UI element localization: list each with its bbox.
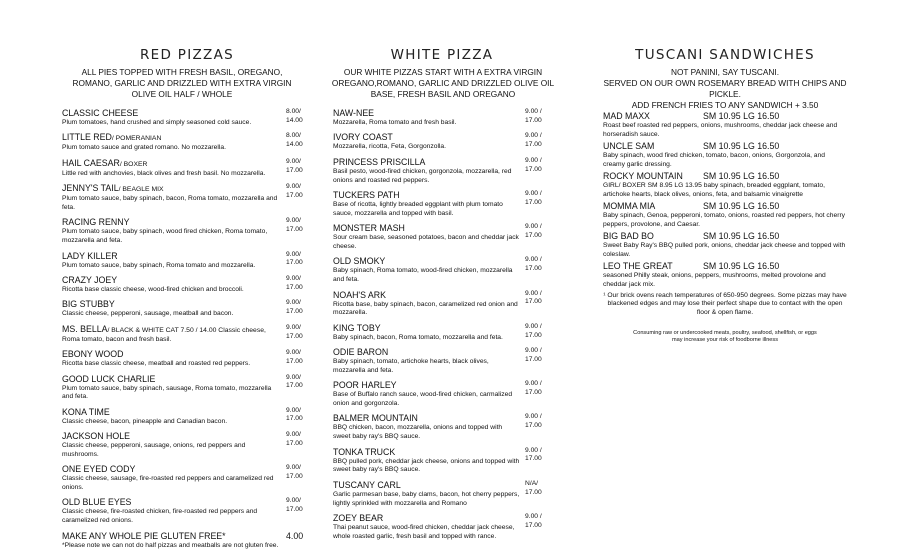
- item-description: BBQ pulled pork, cheddar jack cheese, onions and topped with sweet baby ray's BBQ sauce.: [333, 457, 520, 474]
- item-name: [62, 407, 312, 418]
- item-name-line: [603, 171, 847, 182]
- menu-item: [333, 223, 551, 252]
- item-name-line: [603, 141, 847, 152]
- item-name-line: [603, 261, 847, 272]
- item-price: 9.00 / 17.00: [525, 347, 542, 363]
- tuscani-list: [603, 111, 847, 290]
- item-subtitle: / POMERANIAN: [111, 135, 162, 143]
- item-price: 9.00 / 17.00: [525, 446, 542, 463]
- item-name: NAW-NEE: [333, 108, 375, 118]
- item-name-line: [603, 111, 847, 122]
- item-name: [62, 275, 312, 286]
- item-price: 9.00/ 17.00: [286, 217, 303, 234]
- item-name: OLD SMOKY: [333, 256, 386, 267]
- menu-item: [62, 374, 312, 403]
- menu-item: [603, 201, 847, 230]
- item-price: 9.00/ 17.00: [286, 431, 303, 447]
- item-title: LADY KILLER: [62, 250, 118, 261]
- item-description: Little red with anchovies, black olives and fresh basil. No mozzarella.: [62, 169, 266, 177]
- item-name: TONKA TRUCK: [333, 446, 396, 457]
- item-description: Ricotta base classic cheese, wood-fired chicken and broccoli.: [62, 285, 244, 293]
- item-name: ODIE BARON: [333, 347, 389, 358]
- menu-item: [333, 380, 551, 409]
- item-description: Mozzarella, ricotta, Feta, Gorgonzolla.: [333, 143, 446, 151]
- menu-item: [62, 407, 312, 427]
- item-price: SM 10.95 LG 16.50: [703, 201, 780, 212]
- item-price: 9.00/ 17.00: [286, 406, 303, 423]
- item-name: NOAH'S ARK: [333, 289, 387, 300]
- item-description: Sour cream base, seasoned potatoes, bacon and cheddar jack cheese.: [333, 234, 519, 250]
- item-description: Classic cheese, bacon, pineapple and Canadian bacon.: [62, 417, 228, 425]
- item-description: seasoned Philly steak, onions, peppers, mushrooms, melted provolone and cheddar jack mix.: [603, 272, 826, 289]
- item-price: SM 10.95 LG 16.50: [703, 141, 780, 152]
- tuscani-intro-line1: NOT PANINI, SAY TUSCANI.: [670, 67, 780, 77]
- item-price: SM 10.95 LG 16.50: [703, 111, 780, 121]
- red-pizzas-intro: ALL PIES TOPPED WITH FRESH BASIL, OREGANO, ROMANO, GARLIC AND DRIZZLED WITH EXTRA VIRGIN OLIVE OIL HALF / WHOLE: [72, 67, 292, 99]
- item-price: 9.00 / 17.00: [525, 189, 542, 206]
- item-title: CLASSIC CHEESE: [62, 108, 139, 118]
- item-price: 9.00/ 17.00: [286, 274, 303, 291]
- item-name: [62, 217, 312, 228]
- menu-item: [603, 111, 847, 140]
- item-description: Plum tomato sauce, baby spinach, bacon, Roma tomato, mozzarella and feta.: [62, 195, 278, 211]
- menu-item: [333, 132, 551, 152]
- item-price: 9.00/ 17.00: [286, 349, 303, 365]
- item-name: [62, 324, 312, 336]
- item-name: KING TOBY: [333, 322, 381, 333]
- item-title: HAIL CAESAR: [62, 157, 120, 168]
- item-price: 9.00/ 17.00: [286, 323, 303, 340]
- menu-item: [333, 513, 551, 542]
- item-name: [62, 299, 312, 310]
- item-description: Sweet Baby Ray's BBQ pulled pork, onions, cheddar jack cheese and topped with coleslaw.: [603, 242, 846, 259]
- item-title: MAD MAXX: [603, 111, 650, 121]
- gluten-note: *Please note we can not do half pizzas and meatballs are not gluten free.: [62, 541, 279, 549]
- item-description: Ricotta base classic cheese, meatball and roasted red peppers.: [62, 360, 251, 368]
- item-description: Plum tomato sauce, baby spinach, wood fired chicken, Roma tomato, mozzarella and feta.: [62, 228, 268, 245]
- item-description: Baby spinach, wood fired chicken, tomato, bacon, onions, Gorgonzola, and creamy garlic dressing.: [603, 152, 825, 168]
- item-title: GOOD LUCK CHARLIE: [62, 373, 156, 384]
- item-description: GIRL/ BOXER SM 8.95 LG 13.95 baby spinach, breaded eggplant, tomato, artichoke hearts, black olives, onions, feta, and balsamic vinaigrette: [603, 182, 825, 198]
- tuscani-column: [603, 0, 847, 551]
- item-description: Baby spinach, bacon, Roma tomato, mozzarella and feta.: [333, 333, 503, 341]
- item-title: MS. BELLA: [62, 323, 108, 334]
- item-price: 9.00 / 17.00: [525, 132, 542, 149]
- menu-item: [62, 217, 312, 246]
- item-title: MOMMA MIA: [603, 201, 656, 212]
- item-description: Base of Buffalo ranch sauce, wood-fired chicken, carmalized onion and gorgonzola.: [333, 391, 513, 408]
- menu-item: [333, 290, 551, 319]
- red-pizzas-column: [62, 0, 312, 551]
- menu-item: [333, 108, 551, 128]
- item-price: 9.00/ 17.00: [286, 183, 303, 199]
- item-title: CRAZY JOEY: [62, 274, 118, 285]
- menu-item: [62, 183, 312, 213]
- menu-item: [333, 323, 551, 343]
- item-description: Garlic parmesan base, baby clams, bacon, hot cherry peppers, lightly sprinkled with mozzarella and Romano: [333, 490, 520, 507]
- tuscani-intro-line3: ADD FRENCH FRIES TO ANY SANDWICH + 3.50: [631, 100, 819, 110]
- item-description: Plum tomatoes, hand crushed and simply seasoned cold sauce.: [62, 119, 252, 126]
- food-warning-line1: Consuming raw or undercooked meats, poultry, seafood, shellfish, or eggs: [633, 329, 817, 336]
- item-price: 9.00/ 17.00: [286, 299, 303, 316]
- menu-item: [62, 497, 312, 526]
- item-name: [62, 374, 312, 385]
- item-price: SM 10.95 LG 16.50: [703, 261, 780, 272]
- item-price: 9.00 / 17.00: [525, 513, 542, 529]
- item-price: 9.00/ 17.00: [286, 464, 303, 481]
- tuscani-intro-line2: SERVED ON OUR OWN ROSEMARY BREAD WITH CHIPS AND PICKLE.: [603, 78, 847, 99]
- item-price: 9.00 / 17.00: [525, 156, 542, 173]
- menu-item: [62, 349, 312, 369]
- red-pizzas-list: [62, 108, 312, 526]
- gluten-free-row: [62, 531, 312, 542]
- item-description: BBQ chicken, bacon, mozzarella, onions and topped with sweet baby ray's BBQ sauce.: [333, 424, 503, 441]
- item-title: BIG BAD BO: [603, 231, 654, 242]
- item-description: Classic cheese, sausage, fire-roasted red peppers and caramelized red onions.: [62, 475, 274, 492]
- item-title: UNCLE SAM: [603, 141, 655, 152]
- item-price: 9.00 / 17.00: [525, 108, 542, 124]
- item-description: Roma tomato, bacon and fresh basil.: [62, 335, 172, 343]
- item-name: [62, 158, 312, 170]
- item-price: 9.00/ 17.00: [286, 373, 303, 390]
- item-name: IVORY COAST: [333, 132, 393, 143]
- item-name: [62, 349, 312, 360]
- gluten-free-label: MAKE ANY WHOLE PIE GLUTEN FREE*: [62, 530, 226, 541]
- item-description: Baby spinach, tomato, artichoke hearts, black olives, mozzarella and feta.: [333, 358, 489, 374]
- item-name: PRINCESS PRISCILLA: [333, 156, 426, 167]
- item-name: TUCKERS PATH: [333, 189, 400, 200]
- item-description: Classic cheese, pepperoni, sausage, meatball and bacon.: [62, 310, 234, 318]
- item-name: POOR HARLEY: [333, 380, 397, 391]
- menu-item: [333, 256, 551, 285]
- item-price: SM 10.95 LG 16.50: [703, 171, 780, 182]
- item-price: 8.00/ 14.00: [286, 132, 303, 149]
- item-price: 9.00 / 17.00: [525, 413, 542, 430]
- item-description: Basil pesto, wood-fired chicken, gorgonzola, mozzarella, red onions and roasted red peppers.: [333, 167, 512, 184]
- menu-item: [603, 261, 847, 290]
- item-name: [62, 497, 312, 508]
- item-name: ZOEY BEAR: [333, 513, 384, 524]
- red-pizzas-heading: RED PIZZAS: [139, 47, 235, 63]
- item-price: 9.00 / 17.00: [525, 256, 542, 273]
- item-description: Thai peanut sauce, wood-fired chicken, cheddar jack cheese, whole roasted garlic, fresh basil and topped with rance.: [333, 524, 515, 540]
- menu-item: [62, 299, 312, 319]
- item-description: Plum tomato sauce, baby spinach, sausage, Roma tomato, mozzarella and feta.: [62, 384, 272, 401]
- item-price: 9.00 / 17.00: [525, 322, 542, 339]
- item-description: Mozzarella, Roma tomato and fresh basil.: [333, 119, 457, 126]
- food-warning-line2: may increase your risk of foodborne illness: [671, 337, 779, 344]
- item-price: 9.00/ 17.00: [286, 250, 303, 267]
- item-title: OLD BLUE EYES: [62, 497, 132, 508]
- item-description: Roast beef roasted red peppers, onions, mushrooms, cheddar jack cheese and horseradish sauce.: [603, 122, 838, 138]
- menu-item: [62, 324, 312, 345]
- menu-item: [333, 413, 551, 442]
- white-pizza-intro: OUR WHITE PIZZAS START WITH A EXTRA VIRGIN OREGANO,ROMANO, GARLIC AND DRIZZLED OLIVE OIL BASE, FRESH BASIL AND OREGANO: [331, 67, 555, 99]
- menu-item: [62, 275, 312, 295]
- item-title: LITTLE RED: [62, 132, 112, 143]
- item-description: Classic cheese, fire-roasted chicken, fire-roasted red peppers and caramelized red onions.: [62, 508, 258, 525]
- menu-item: [333, 480, 551, 509]
- menu-item: [603, 171, 847, 200]
- item-name: TUSCANY CARL: [333, 479, 401, 490]
- gluten-free-price: 4.00: [286, 530, 304, 541]
- white-pizza-column: [331, 0, 555, 551]
- menu-item: [333, 190, 551, 219]
- item-price: 9.00/ 17.00: [286, 497, 303, 514]
- item-name: MONSTER MASH: [333, 223, 405, 234]
- menu-item: [603, 141, 847, 170]
- item-subtitle: / BEAGLE MIX: [118, 186, 164, 194]
- item-subtitle: / BOXER: [119, 160, 148, 168]
- item-subtitle: / BLACK & WHITE CAT 7.50 / 14.00 Classic cheese,: [107, 326, 266, 334]
- tuscani-intro: [603, 67, 847, 111]
- menu-item: [62, 158, 312, 179]
- menu-item: [333, 157, 551, 186]
- item-title: JACKSON HOLE: [62, 431, 130, 442]
- item-description: Ricotta base, baby spinach, bacon, caramelized red onion and mozzarella.: [333, 300, 518, 317]
- white-pizza-heading: WHITE PIZZA: [390, 47, 494, 63]
- item-name-line: [603, 201, 847, 212]
- item-name: [62, 183, 312, 195]
- item-price: N/A/ 17.00: [525, 479, 542, 496]
- menu-item: [62, 251, 312, 271]
- item-description: Plum tomato sauce and grated romano. No mozzarella.: [62, 144, 226, 152]
- item-title: JENNY'S TAIL: [62, 183, 119, 194]
- item-price: SM 10.95 LG 16.50: [703, 231, 780, 242]
- item-title: ROCKY MOUNTAIN: [603, 171, 683, 182]
- item-name: [62, 108, 312, 119]
- tuscani-heading: TUSCANI SANDWICHES: [635, 47, 815, 63]
- item-name: [62, 431, 312, 442]
- item-description: Baby spinach, Genoa, pepperoni, tomato, onions, roasted red peppers, hot cherry peppers, provolone, and Caesar.: [603, 212, 846, 229]
- item-description: Plum tomato sauce, baby spinach, Roma tomato and mozzarella.: [62, 261, 256, 269]
- item-price: 9.00 / 17.00: [525, 223, 542, 239]
- item-name: [62, 132, 312, 144]
- item-price: 9.00/ 17.00: [286, 157, 303, 174]
- menu-item: [62, 132, 312, 153]
- menu-item: [333, 447, 551, 476]
- item-name: [62, 464, 312, 475]
- white-pizza-list: [333, 108, 551, 542]
- oven-note: ¹ Our brick ovens reach temperatures of 650-950 degrees. Some pizzas may have blackened edges and may lose their perfect shape due to contact with the open floor & open flame.: [603, 291, 847, 317]
- menu-item: [62, 108, 312, 128]
- menu-item: [62, 431, 312, 460]
- item-price: 8.00/ 14.00: [286, 108, 303, 124]
- item-title: KONA TIME: [62, 406, 110, 417]
- item-title: ONE EYED CODY: [62, 464, 136, 475]
- food-warning: [603, 330, 847, 345]
- item-title: EBONY WOOD: [62, 349, 124, 360]
- item-title: LEO THE GREAT: [603, 261, 673, 272]
- item-description: Classic cheese, pepperoni, sausage, onions, red peppers and mushrooms.: [62, 442, 246, 458]
- menu-item: [603, 231, 847, 260]
- item-description: Baby spinach, Roma tomato, wood-fired chicken, mozzarella and feta.: [333, 267, 513, 284]
- menu-item: [62, 464, 312, 493]
- menu-item: [333, 347, 551, 376]
- item-name: [62, 251, 312, 262]
- item-price: 9.00 / 17.00: [525, 289, 542, 306]
- item-title: BIG STUBBY: [62, 299, 115, 310]
- item-title: RACING RENNY: [62, 217, 130, 228]
- item-name-line: [603, 231, 847, 242]
- item-name: BALMER MOUNTAIN: [333, 413, 418, 424]
- item-price: 9.00 / 17.00: [525, 380, 542, 397]
- item-description: Base of ricotta, lightly breaded eggplant with plum tomato sauce, mozzarella and topped with basil.: [333, 200, 503, 217]
